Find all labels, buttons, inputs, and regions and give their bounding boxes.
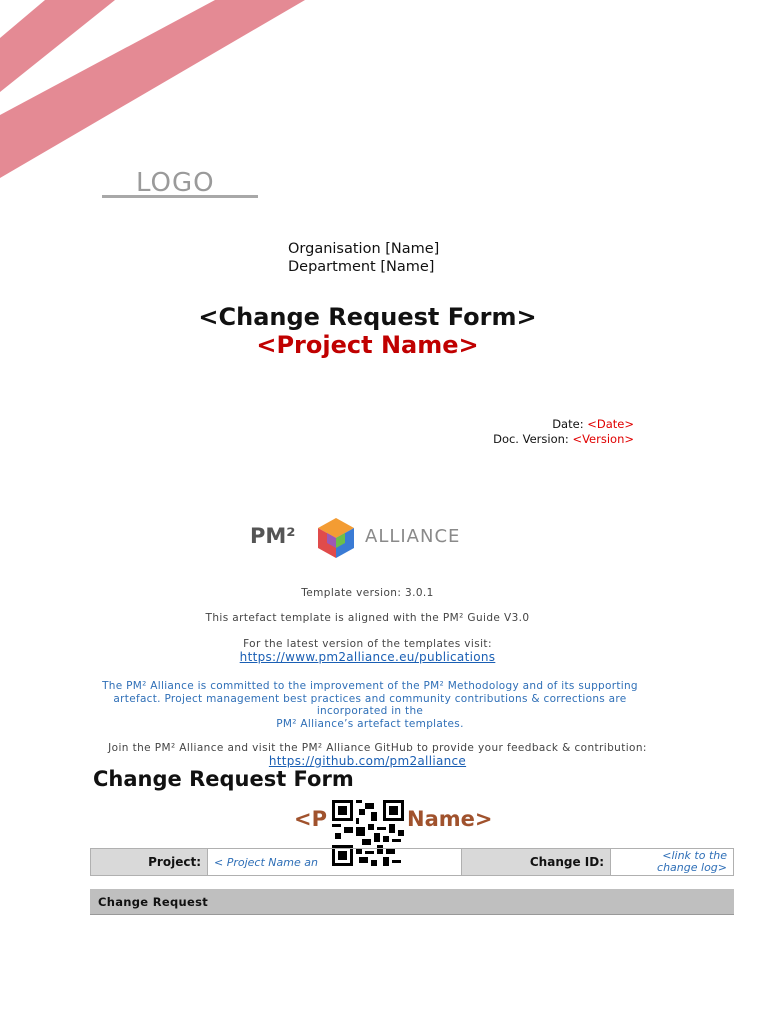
project-label: Project:: [91, 849, 208, 876]
decorative-stripes: [0, 0, 320, 185]
document-title: <Change Request Form>: [198, 303, 537, 331]
github-link[interactable]: https://github.com/pm2alliance: [268, 754, 467, 768]
date-line: [552, 417, 634, 431]
organisation-block: [288, 240, 439, 276]
alliance-logo-text: ALLIANCE: [365, 526, 461, 547]
commitment-paragraph: [90, 680, 650, 730]
logo-placeholder: LOGO: [136, 168, 215, 192]
organisation-name: Organisation [Name]: [288, 241, 440, 257]
latest-version-label: For the latest version of the templates visit:: [243, 638, 492, 650]
commitment-line: incorporated in the: [316, 705, 424, 718]
github-link-row: [80, 754, 655, 768]
version-value: <Version>: [572, 432, 634, 446]
version-line: [493, 432, 634, 446]
project-name-suffix: Name>: [407, 807, 493, 831]
aligned-note: This artefact template is aligned with the PM² Guide V3.0: [205, 612, 530, 624]
logo-underline: [102, 195, 258, 198]
department-name: Department [Name]: [288, 259, 435, 275]
form-heading: Change Request Form: [93, 767, 354, 791]
version-label: Doc. Version:: [493, 432, 573, 446]
cover-project-name: <Project Name>: [256, 331, 479, 359]
pm2-cube-icon: [314, 516, 358, 560]
change-id-value[interactable]: [611, 849, 734, 876]
join-note: Join the PM² Alliance and visit the PM² Alliance GitHub to provide your feedback & contribution:: [108, 742, 647, 754]
template-version: Template version: 3.0.1: [301, 587, 434, 599]
pm2-alliance-logo: [250, 514, 490, 562]
project-info-table: [90, 848, 734, 876]
commitment-line: The PM² Alliance is committed to the improvement of the PM² Methodology and of its supporting: [102, 680, 638, 692]
change-log-link-line: <link to the: [662, 849, 727, 862]
commitment-line: artefact. Project management best practices and community contributions & corrections are: [113, 692, 627, 705]
date-label: Date:: [552, 417, 588, 431]
project-value[interactable]: < Project Name an: [208, 849, 462, 876]
change-request-section-header: [90, 889, 734, 915]
date-value: <Date>: [587, 417, 634, 431]
commitment-line: PM² Alliance’s artefact templates.: [276, 717, 464, 730]
change-id-label: Change ID:: [462, 849, 611, 876]
latest-version-link-row: [80, 650, 655, 664]
publications-link[interactable]: https://www.pm2alliance.eu/publications: [239, 650, 496, 664]
section-title: Change Request: [98, 895, 209, 909]
pm2-logo-text: PM²: [250, 524, 296, 548]
table-row: [91, 849, 734, 876]
project-name-prefix: <P: [294, 807, 327, 831]
change-log-link-line: change log>: [657, 861, 727, 874]
